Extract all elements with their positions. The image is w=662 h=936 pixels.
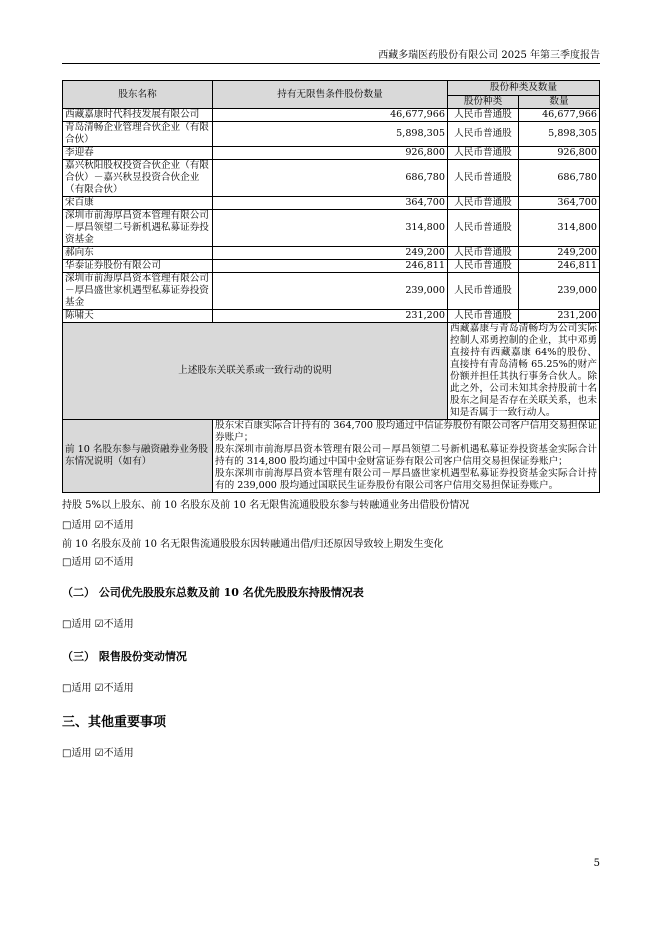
lending-title: 持股 5%以上股东、前 10 名股东及前 10 名无限售流通股股东参与转融通业务出借股份情况 <box>62 500 470 511</box>
margin-trading-details <box>213 420 600 493</box>
share-quantity: 239,000 <box>519 273 600 310</box>
share-quantity: 249,200 <box>519 247 600 260</box>
holder-name: 李迎春 <box>63 147 213 160</box>
share-quantity: 231,200 <box>519 310 600 323</box>
share-quantity: 46,677,966 <box>519 109 600 122</box>
section3-title: （三） 限售股份变动情况 <box>62 650 187 663</box>
header-divider <box>62 63 600 64</box>
margin-trading-row <box>63 420 600 493</box>
holder-name: 陈啸天 <box>63 310 213 323</box>
change-title: 前 10 名股东及前 10 名无限售流通股股东因转融通出借/归还原因导致较上期发生变化 <box>62 539 444 550</box>
share-quantity: 686,780 <box>519 160 600 197</box>
share-type: 人民币普通股 <box>448 247 519 260</box>
table-row <box>63 147 600 160</box>
unrestricted-shares: 364,700 <box>213 197 448 210</box>
unrestricted-shares: 686,780 <box>213 160 448 197</box>
share-type: 人民币普通股 <box>448 273 519 310</box>
share-type: 人民币普通股 <box>448 109 519 122</box>
holder-name: 深圳市前海厚昌资本管理有限公司－厚昌盛世家机遇型私募证券投资基金 <box>63 273 213 310</box>
unrestricted-shares: 5,898,305 <box>213 122 448 147</box>
table-row <box>63 273 600 310</box>
change-choice: □适用 ☑不适用 <box>62 557 134 568</box>
table-row <box>63 210 600 247</box>
relation-text: 西藏嘉康与青岛清畅均为公司实际控制人邓勇控制的企业，其中邓勇直接持有西藏嘉康 64%的股份、直接持有青岛清畅 65.25%的财产份额并担任其执行事务合伙人。除此之外，公司未知其余持股前十名股东之间是否存在关联关系，也未知是否属于一致行动人。 <box>448 323 600 420</box>
lending-choice: □适用 ☑不适用 <box>62 520 134 531</box>
holder-name: 嘉兴秋阳股权投资合伙企业（有限合伙）－嘉兴秋昱投资合伙企业（有限合伙） <box>63 160 213 197</box>
holder-name: 宋百康 <box>63 197 213 210</box>
section3-choice: □适用 ☑不适用 <box>62 683 134 694</box>
holder-name: 青岛清畅企业管理合伙企业（有限合伙） <box>63 122 213 147</box>
share-quantity: 5,898,305 <box>519 122 600 147</box>
header-unrestricted-shares: 持有无限售条件股份数量 <box>213 81 448 109</box>
header-share-type-and-qty: 股份种类及数量 <box>448 81 600 96</box>
share-type: 人民币普通股 <box>448 210 519 247</box>
table-row <box>63 122 600 147</box>
part3-choice: □适用 ☑不适用 <box>62 748 134 759</box>
margin-trading-line: 股东深圳市前海厚昌资本管理有限公司－厚昌盛世家机遇型私募证券投资基金实际合计持有的 239,000 股均通过国联民生证券股份有限公司客户信用交易担保证券账户。 <box>215 468 597 491</box>
unrestricted-shares: 926,800 <box>213 147 448 160</box>
header-quantity: 数量 <box>519 96 600 109</box>
section2-choice: □适用 ☑不适用 <box>62 619 134 630</box>
unrestricted-shares: 46,677,966 <box>213 109 448 122</box>
section2-title: （二） 公司优先股股东总数及前 10 名优先股股东持股情况表 <box>62 586 364 599</box>
margin-trading-label: 前 10 名股东参与融资融券业务股东情况说明（如有） <box>63 420 213 493</box>
header-share-type: 股份种类 <box>448 96 519 109</box>
table-row <box>63 109 600 122</box>
table-row <box>63 310 600 323</box>
share-quantity: 314,800 <box>519 210 600 247</box>
table-row <box>63 197 600 210</box>
holder-name: 郝向东 <box>63 247 213 260</box>
unrestricted-shares: 239,000 <box>213 273 448 310</box>
margin-trading-line: 股东深圳市前海厚昌资本管理有限公司－厚昌领望二号新机遇私募证券投资基金实际合计持有的 314,800 股均通过中国中金财富证券有限公司客户信用交易担保证券账户； <box>215 444 597 467</box>
share-type: 人民币普通股 <box>448 310 519 323</box>
part3-title: 三、其他重要事项 <box>62 715 167 730</box>
unrestricted-shares: 246,811 <box>213 260 448 273</box>
header-holder-name: 股东名称 <box>63 81 213 109</box>
unrestricted-shares: 249,200 <box>213 247 448 260</box>
page-number: 5 <box>593 858 600 869</box>
unrestricted-shares: 314,800 <box>213 210 448 247</box>
top-ten-unrestricted-holders-table <box>62 80 600 493</box>
share-type: 人民币普通股 <box>448 122 519 147</box>
unrestricted-shares: 231,200 <box>213 310 448 323</box>
holder-name: 西藏嘉康时代科技发展有限公司 <box>63 109 213 122</box>
share-type: 人民币普通股 <box>448 197 519 210</box>
share-quantity: 926,800 <box>519 147 600 160</box>
report-header-title: 西藏多瑞医药股份有限公司 2025 年第三季度报告 <box>378 50 600 61</box>
share-type: 人民币普通股 <box>448 260 519 273</box>
table-row <box>63 260 600 273</box>
share-type: 人民币普通股 <box>448 147 519 160</box>
margin-trading-line: 股东宋百康实际合计持有的 364,700 股均通过中信证券股份有限公司客户信用交易担保证券账户； <box>215 420 597 443</box>
share-quantity: 364,700 <box>519 197 600 210</box>
share-quantity: 246,811 <box>519 260 600 273</box>
relation-row <box>63 323 600 420</box>
holder-name: 华泰证券股份有限公司 <box>63 260 213 273</box>
table-row <box>63 160 600 197</box>
table-row <box>63 247 600 260</box>
share-type: 人民币普通股 <box>448 160 519 197</box>
holder-name: 深圳市前海厚昌资本管理有限公司－厚昌领望二号新机遇私募证券投资基金 <box>63 210 213 247</box>
relation-label: 上述股东关联关系或一致行动的说明 <box>63 323 448 420</box>
